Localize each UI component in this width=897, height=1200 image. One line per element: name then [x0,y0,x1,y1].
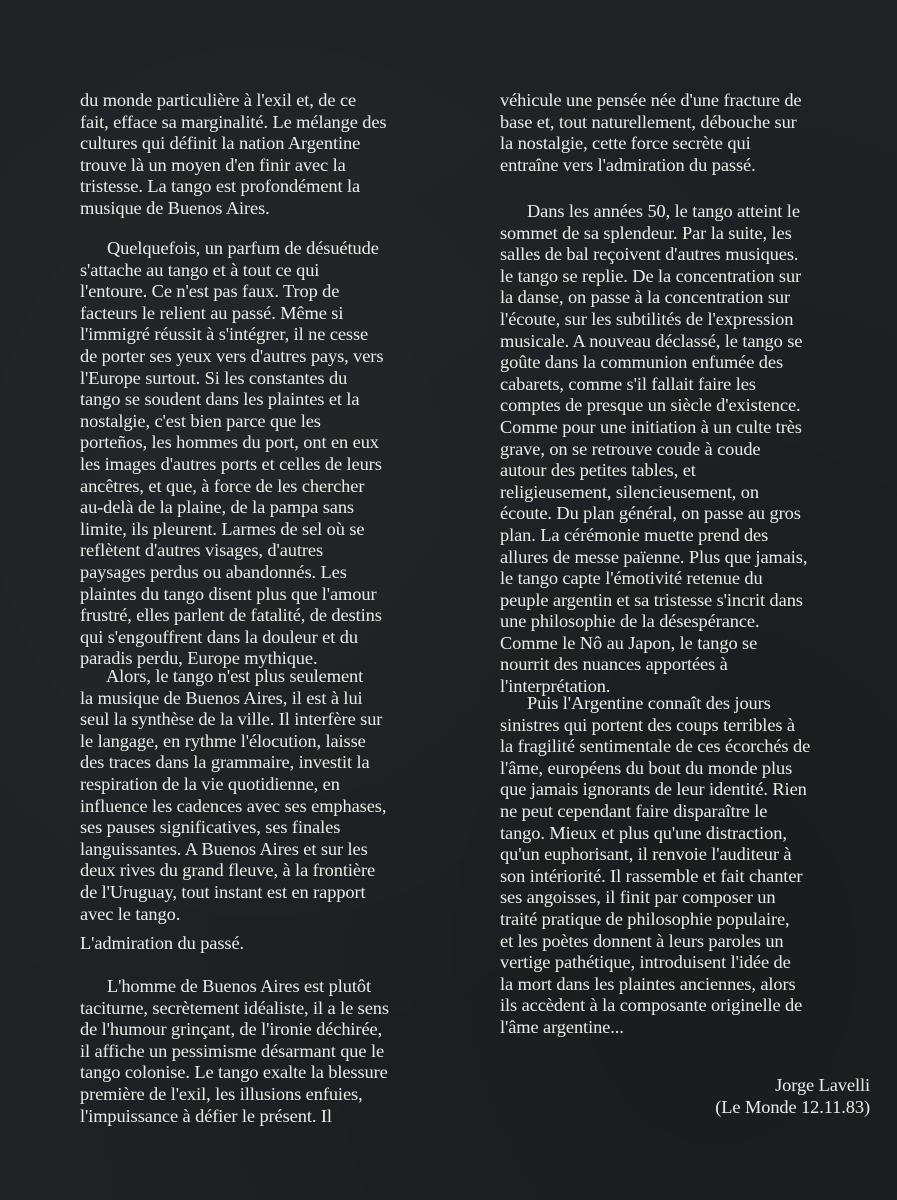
text-line: l'âme argentine... [500,1016,624,1037]
text-line: la fragilité sentimentale de ces écorchés de [500,736,811,757]
text-line: ses pauses significatives, ses finales [80,817,341,838]
text-line: influence les cadences avec ses emphases, [80,795,387,816]
text-line: ne peut cependant faire disparaître le [500,800,768,821]
text-line: Comme pour une initiation à un culte très [500,416,802,437]
text-line: première de l'exil, les illusions enfuies, [80,1083,363,1104]
text-line: sinistres qui portent des coups terribles à [500,714,795,735]
text-line: le tango capte l'émotivité retenue du [500,568,763,589]
text-line: qu'un euphorisant, il renvoie l'auditeur à [500,844,792,865]
text-line: s'attache au tango et à tout ce qui [80,259,320,280]
text-line: ancêtres, et que, à force de les chercher [80,475,365,496]
text-line: salles de bal reçoivent d'autres musiques. [500,244,799,265]
text-line: Puis l'Argentine connaît des jours [500,693,771,713]
right-paragraph-1 [500,90,801,176]
text-line: cultures qui définit la nation Argentine [80,133,361,154]
text-line: Quelquefois, un parfum de désuétude [80,238,379,258]
text-line: écoute. Du plan général, on passe au gros [500,503,801,524]
text-line: allures de messe païenne. Plus que jamais, [500,546,808,567]
text-line: son intériorité. Il rassemble et fait chanter [500,865,803,886]
left-paragraph-2 [80,238,383,670]
text-line: le langage, en rythme l'élocution, laisse [80,730,366,751]
text-line: ils accèdent à la composante originelle de [500,995,803,1016]
text-line: reflètent d'autres visages, d'autres [80,540,324,561]
text-line: au-delà de la plaine, de la pampa sans [80,497,354,518]
text-line: grave, on se retrouve coude à coude [500,438,761,459]
text-line: la nostalgie, cette force secrète qui [500,133,751,154]
text-line: et les poètes donnent à leurs paroles un [500,930,784,951]
text-line: la musique de Buenos Aires, il est à lui [80,687,363,708]
text-line: peuple argentin et sa tristesse s'incrit dans [500,589,803,610]
text-line: languissantes. A Buenos Aires et sur les [80,838,368,859]
text-line: l'entoure. Ce n'est pas faux. Trop de [80,281,340,302]
text-line: des traces dans la grammaire, investit la [80,752,370,773]
text-line: L'admiration du passé. [80,933,245,953]
text-line: plaintes du tango disent plus que l'amour [80,583,377,604]
text-line: que jamais ignorants de leur identité. Rien [500,779,807,800]
text-line: base et, tout naturellement, débouche sur [500,111,797,132]
text-line: sommet de sa splendeur. Par la suite, les [500,222,792,243]
text-line: nostalgie, c'est bien parce que les [80,410,321,431]
text-line: tango. Mieux et plus qu'une distraction, [500,822,787,843]
text-line: facteurs le relient au passé. Même si [80,302,344,323]
text-line: L'homme de Buenos Aires est plutôt [80,976,371,996]
text-line: l'âme, européens du bout du monde plus [500,757,793,778]
text-line: avec le tango. [80,903,181,924]
right-paragraph-2 [500,201,807,698]
text-line: de l'Uruguay, tout instant est en rapport [80,881,366,902]
text-line: tango colonise. Le tango exalte la blessure [80,1062,388,1083]
text-line: l'Europe surtout. Si les constantes du [80,367,348,388]
left-paragraph-1 [80,90,387,220]
text-line: de porter ses yeux vers d'autres pays, vers [80,345,384,366]
text-line: le tango se replie. De la concentration sur [500,265,802,286]
text-line: traité pratique de philosophie populaire, [500,908,790,929]
signature [715,1075,870,1118]
right-paragraph-3 [500,693,810,1039]
left-paragraph-heading [80,933,244,955]
text-line: l'interprétation. [500,676,611,697]
text-line: il affiche un pessimisme désarmant que le [80,1040,385,1061]
text-line: Dans les années 50, le tango atteint le [500,201,800,221]
text-line: musique de Buenos Aires. [80,197,270,218]
text-line: l'écoute, sur les subtilités de l'expression [500,308,794,329]
text-line: véhicule une pensée née d'une fracture de [500,90,802,110]
text-line: la mort dans les plaintes anciennes, alors [500,973,796,994]
text-line: vertige pathétique, introduisent l'idée de [500,952,791,973]
text-line: entraîne vers l'admiration du passé. [500,154,756,175]
text-line: frustré, elles parlent de fatalité, de destins [80,605,382,626]
text-line: plan. La cérémonie muette prend des [500,524,769,545]
text-line: comptes de presque un siècle d'existence. [500,395,801,416]
text-line: la danse, on passe à la concentration sur [500,287,791,308]
text-line: de l'humour grinçant, de l'ironie déchirée, [80,1019,383,1040]
text-line: limite, ils pleurent. Larmes de sel où se [80,518,365,539]
text-line: les images d'autres ports et celles de leurs [80,453,382,474]
text-line: qui s'engouffrent dans la douleur et du [80,626,358,647]
signature-source: (Le Monde 12.11.83) [715,1096,870,1117]
text-line: Comme le Nô au Japon, le tango se [500,632,758,653]
text-line: tristesse. La tango est profondément la [80,176,361,197]
text-line: nourrit des nuances apportées à [500,654,728,675]
signature-author: Jorge Lavelli [775,1075,870,1095]
text-line: trouve là un moyen d'en finir avec la [80,154,346,175]
text-line: fait, efface sa marginalité. Le mélange des [80,111,387,132]
text-line: du monde particulière à l'exil et, de ce [80,90,357,110]
text-line: respiration de la vie quotidienne, en [80,773,340,794]
text-line: tango se soudent dans les plaintes et la [80,389,360,410]
text-line: ses angoisses, il finit par composer un [500,887,776,908]
text-line: musicale. A nouveau déclassé, le tango se [500,330,803,351]
text-line: taciturne, secrètement idéaliste, il a le sens [80,997,389,1018]
text-line: goûte dans la communion enfumée des [500,352,784,373]
text-line: religieusement, silencieusement, on [500,481,759,502]
text-line: deux rives du grand fleuve, à la frontière [80,860,376,881]
text-line: une philosophie de la désespérance. [500,611,760,632]
text-line: l'immigré réussit à s'intégrer, il ne cesse [80,324,369,345]
text-line: paysages perdus ou abandonnés. Les [80,561,347,582]
text-line: cabarets, comme s'il fallait faire les [500,373,756,394]
text-line: l'impuissance à défier le présent. Il [80,1105,332,1126]
text-line: porteños, les hommes du port, ont en eux [80,432,379,453]
text-line: autour des petites tables, et [500,460,696,481]
text-line: seul la synthèse de la ville. Il interfère sur [80,709,383,730]
text-line: Alors, le tango n'est plus seulement [80,666,364,686]
left-paragraph-3 [80,666,386,925]
left-paragraph-4 [80,976,389,1127]
text-line: paradis perdu, Europe mythique. [80,648,318,669]
